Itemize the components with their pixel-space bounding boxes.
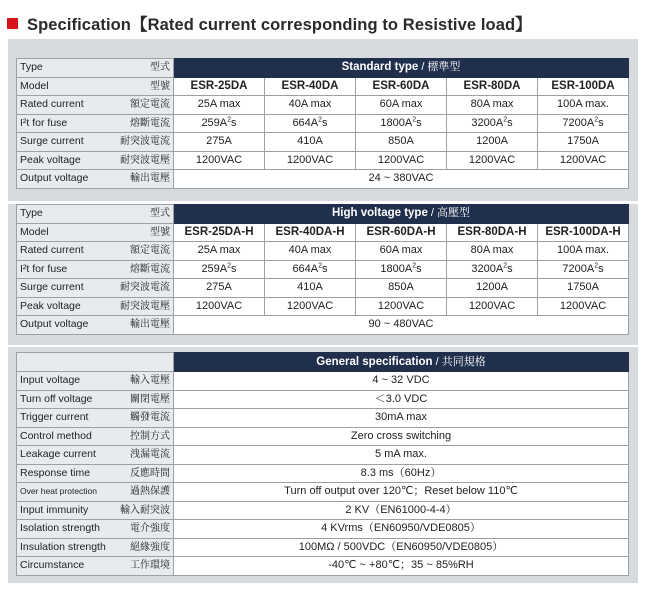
general-spec-table [16,352,629,576]
label-zh: 觸發電流 [130,412,170,424]
value-cell: $7200A^2s$ [538,114,629,133]
label-zh: 過熱保護 [130,486,170,498]
table-row [17,390,629,409]
value-cell: 25A max [174,96,265,115]
label-en: Response time [20,466,91,479]
span-value: 90 ~ 480VAC [174,316,629,335]
label-en: Leakage current [20,448,96,461]
row-label [17,260,174,279]
table-header [174,59,629,78]
value-cell: 1200VAC [265,297,356,316]
value-cell: 25A max [174,242,265,261]
value-cell: $7200A^2s$ [538,260,629,279]
row-label [17,501,174,520]
value-cell: 1200VAC [174,151,265,170]
value-cell: 4 ~ 32 VDC [174,372,629,391]
label-zh: 關閉電壓 [130,393,170,405]
table-row [17,427,629,446]
table-row [17,501,629,520]
row-label [17,114,174,133]
label-en: Model [20,79,49,92]
value-cell: Zero cross switching [174,427,629,446]
model-cell: ESR-100DA [538,77,629,96]
value-cell: 100MΩ / 500VDC（EN60950/VDE0805） [174,538,629,557]
table-row [17,483,629,502]
label-zh: 工作環境 [130,560,170,572]
value-cell: 5 mA max. [174,446,629,465]
label-zh: 耐突波電壓 [120,154,170,166]
value-cell: 1200VAC [538,297,629,316]
table-row [17,260,629,279]
row-label [17,390,174,409]
row-label [17,59,174,78]
header-zh: / 共同規格 [432,355,486,368]
value-cell: 1200A [447,279,538,298]
row-label [17,170,174,189]
label-zh: 型式 [150,62,170,74]
value-cell: 80A max [447,96,538,115]
value-cell: $664A^2s$ [265,114,356,133]
label-en: Peak voltage [20,299,81,312]
high-voltage-type-table [16,204,629,335]
row-label [17,557,174,576]
section-heading [7,12,532,34]
row-label [17,316,174,335]
value-cell: 60A max [356,242,447,261]
row-label [17,464,174,483]
label-en: Turn off voltage [20,392,93,405]
value-cell: -40℃ ~ +80℃；35 ~ 85%RH [174,557,629,576]
value-cell: 8.3 ms（60Hz） [174,464,629,483]
value-cell: 40A max [265,96,356,115]
value-cell: 1750A [538,279,629,298]
label-en: Rated current [20,98,84,111]
table-row [17,151,629,170]
table-row [17,372,629,391]
row-label [17,372,174,391]
value-cell: $664A^2s$ [265,260,356,279]
table-row [17,242,629,261]
table-row [17,446,629,465]
value-cell: ＜3.0 VDC [174,390,629,409]
standard-type-table [16,58,629,189]
label-en: Isolation strength [20,522,100,535]
label-en: Insulation strength [20,540,106,553]
label-zh: 輸入電壓 [130,375,170,387]
model-cell: ESR-40DA-H [265,223,356,242]
red-square-icon [7,18,18,29]
value-cell: 4 KVrms（EN60950/VDE0805） [174,520,629,539]
table-header [174,353,629,372]
table-row [17,223,629,242]
value-cell: 80A max [447,242,538,261]
table-row [17,557,629,576]
header-en: Standard type [341,61,419,74]
label-en: Circumstance [20,559,85,572]
table-row [17,353,629,372]
value-cell: $259A^2s$ [174,114,265,133]
model-cell: ESR-80DA [447,77,538,96]
label-zh: 輸入耐突波 [120,504,170,516]
table-row [17,114,629,133]
table-row [17,464,629,483]
row-label [17,151,174,170]
label-zh: 型號 [150,80,170,92]
value-cell: 30mA max [174,409,629,428]
value-cell: 100A max. [538,242,629,261]
table-row [17,316,629,335]
label-zh: 額定電流 [130,99,170,111]
model-cell: ESR-40DA [265,77,356,96]
row-label [17,279,174,298]
label-en: Input voltage [20,374,81,387]
label-en: Output voltage [20,318,89,331]
value-cell: 850A [356,133,447,152]
value-cell: $1800A^2s$ [356,260,447,279]
label-en: Model [20,225,49,238]
label-en: Peak voltage [20,153,81,166]
label-zh: 耐突波電流 [120,136,170,148]
label-zh: 額定電流 [130,245,170,257]
table-header [174,205,629,224]
model-cell: ESR-60DA-H [356,223,447,242]
model-cell: ESR-80DA-H [447,223,538,242]
label-en: Trigger current [20,411,89,424]
value-cell: 60A max [356,96,447,115]
table-row [17,96,629,115]
value-cell: 1750A [538,133,629,152]
row-label [17,77,174,96]
table-row [17,133,629,152]
label-zh: 控制方式 [130,430,170,442]
value-cell: 275A [174,133,265,152]
value-cell: 275A [174,279,265,298]
row-label [17,205,174,224]
row-label [17,223,174,242]
value-cell: 850A [356,279,447,298]
value-cell: Turn off output over 120℃；Reset below 110℃ [174,483,629,502]
value-cell: 40A max [265,242,356,261]
heading-title: Specification【Rated current corresponding to Resistive load】 [27,16,532,34]
label-zh: 熔斷電流 [130,263,170,275]
value-cell: 100A max. [538,96,629,115]
table-row [17,77,629,96]
value-cell: 410A [265,133,356,152]
row-label [17,297,174,316]
value-cell: 1200VAC [447,151,538,170]
row-label [17,520,174,539]
table-row [17,279,629,298]
label-zh: 型式 [150,208,170,220]
table-row [17,170,629,189]
label-en: I²t for fuse [20,116,68,129]
label-zh: 型號 [150,226,170,238]
row-label [17,133,174,152]
table-row [17,538,629,557]
model-cell: ESR-100DA-H [538,223,629,242]
label-zh: 耐突波電壓 [120,300,170,312]
label-zh: 絕緣強度 [130,541,170,553]
table-row [17,409,629,428]
label-en: Surge current [20,135,84,148]
value-cell: $3200A^2s$ [447,114,538,133]
value-cell: 1200VAC [174,297,265,316]
model-cell: ESR-60DA [356,77,447,96]
label-en: Surge current [20,281,84,294]
row-label [17,483,174,502]
label-zh: 熔斷電流 [130,117,170,129]
value-cell: 1200VAC [265,151,356,170]
label-en: Over heat protection [20,486,98,497]
label-en: Control method [20,429,92,442]
label-zh: 輸出電壓 [130,319,170,331]
value-cell: 1200VAC [356,151,447,170]
model-cell: ESR-25DA-H [174,223,265,242]
row-label [17,242,174,261]
row-label [17,96,174,115]
value-cell: 1200VAC [356,297,447,316]
label-en: Output voltage [20,172,89,185]
table-row [17,520,629,539]
label-en: Input immunity [20,503,89,516]
value-cell: 1200A [447,133,538,152]
value-cell: $3200A^2s$ [447,260,538,279]
value-cell: 1200VAC [538,151,629,170]
row-label [17,409,174,428]
header-zh: / 標準型 [418,61,461,74]
label-zh: 反應時間 [130,467,170,479]
label-zh: 耐突波電流 [120,282,170,294]
label-zh: 輸出電壓 [130,173,170,185]
span-value: 24 ~ 380VAC [174,170,629,189]
label-zh: 電介強度 [130,523,170,535]
row-label [17,446,174,465]
table-row [17,297,629,316]
label-en: Rated current [20,244,84,257]
label-zh: 洩漏電流 [130,449,170,461]
label-en: Type [20,207,43,220]
value-cell: 1200VAC [447,297,538,316]
value-cell: $1800A^2s$ [356,114,447,133]
row-label [17,427,174,446]
model-cell: ESR-25DA [174,77,265,96]
table-row [17,205,629,224]
header-en: High voltage type [332,207,428,220]
header-blank [17,353,174,372]
value-cell: 2 KV（EN61000-4-4） [174,501,629,520]
value-cell: 410A [265,279,356,298]
value-cell: $259A^2s$ [174,260,265,279]
header-en: General specification [316,355,433,368]
label-en: I²t for fuse [20,262,68,275]
header-zh: / 高壓型 [427,207,471,220]
table-row [17,59,629,78]
label-en: Type [20,61,43,74]
row-label [17,538,174,557]
